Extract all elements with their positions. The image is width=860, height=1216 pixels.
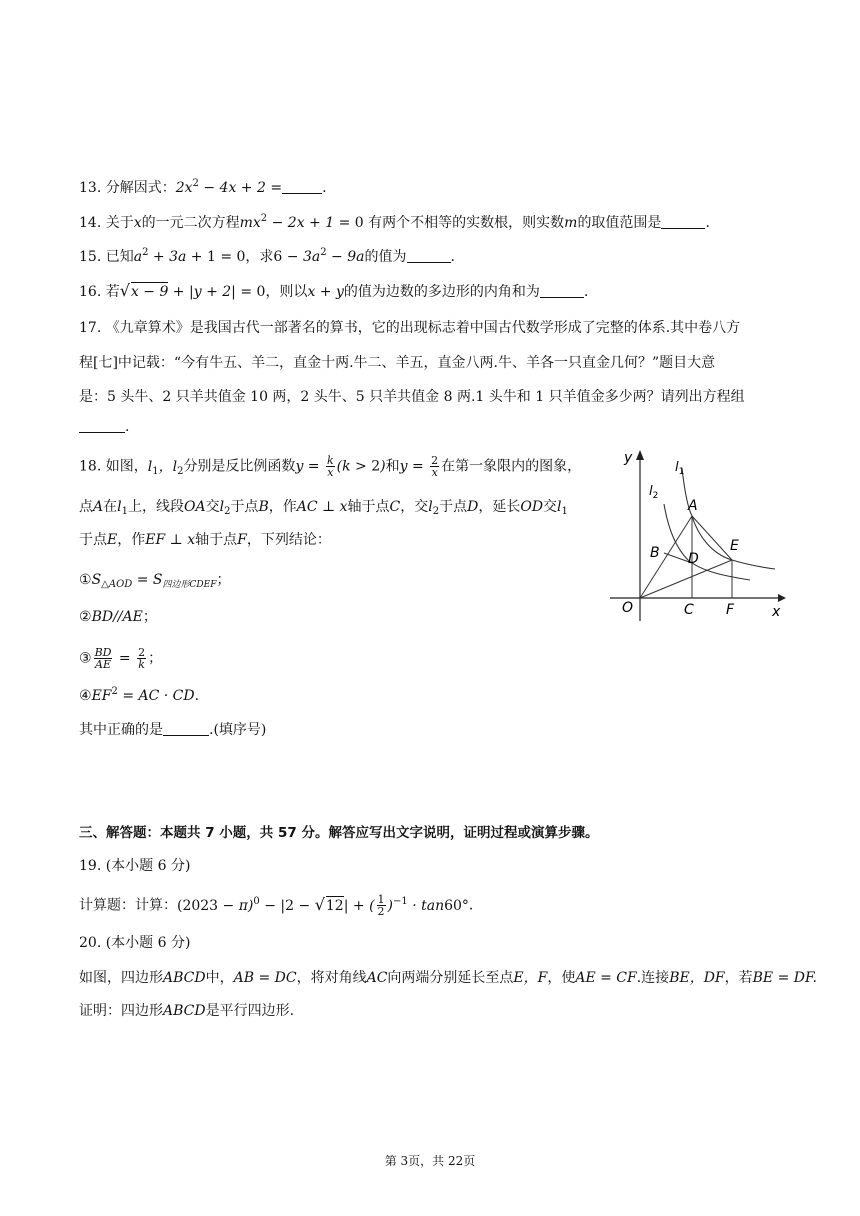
- x-axis-arrow: [778, 594, 786, 602]
- page-footer: 第 3页，共 22页: [384, 1154, 476, 1168]
- segment-OE: [640, 560, 732, 598]
- question-19-header: 19. (本小题 6 分): [79, 858, 191, 874]
- question-18-line-3: 于点E，作EF ⊥ x轴于点F，下列结论：: [79, 532, 331, 548]
- label-B: B: [650, 545, 660, 561]
- label-y: y: [624, 450, 633, 466]
- question-17-line-1: 17. 《九章算术》是我国古代一部著名的算书，它的出现标志着中国古代数学形成了完整的体系.其中卷八方: [79, 320, 741, 336]
- label-C: C: [684, 602, 694, 618]
- label-A: A: [688, 498, 698, 514]
- question-15: 15. 已知$a^2 + 3a + 1 = 0$，求$6 - 3a^2 - 9a$的值为 .: [79, 247, 455, 265]
- question-13: 13. 分解因式：$2x^2 - 4x + 2$ = .: [79, 178, 327, 196]
- conclusion-3: ③ $\frac{BD}{AE}$ = $\frac{2}{k}$ ；: [79, 646, 163, 671]
- question-17-line-4: .: [79, 417, 129, 437]
- question-20-line-2: 证明：四边形ABCD是平行四边形.: [79, 1003, 295, 1019]
- segment-OA: [640, 516, 692, 598]
- label-l2: $l_2$: [649, 484, 659, 501]
- inverse-proportion-figure: [600, 446, 790, 626]
- conclusion-4: $④EF^2$ = AC · CD.: [79, 686, 200, 704]
- question-20-line-1: 如图，四边形ABCD中，AB = DC，将对角线AC向两端分别延长至点E，F，使AE = CF.连接BE，DF，若BE = DF.: [79, 970, 817, 986]
- y-axis-arrow: [636, 450, 644, 460]
- question-17-line-2: 程[七]中记载：“今有牛五、羊二，直金十两.牛二、羊五，直金八两.牛、羊各一只直金几何？”题目大意: [79, 355, 716, 371]
- answer-blank: [79, 418, 125, 433]
- answer-blank: [540, 283, 584, 298]
- answer-blank: [163, 721, 209, 736]
- question-18-answer: 其中正确的是 .(填序号): [79, 722, 267, 738]
- equation: $mx^2 - 2x + 1 = 0$: [239, 213, 364, 231]
- label-O: O: [622, 600, 634, 616]
- section-3-heading: 三、解答题：本题共 7 小题，共 57 分。解答应写出文字说明，证明过程或演算步骤。: [79, 825, 599, 841]
- label-E: E: [730, 538, 739, 554]
- question-18-line-2: 点A在$l_1$上，线段OA交$l_2$于点B，作AC ⊥ x轴于点C，交$l_2$于点D，延长OD交$l_1$: [79, 499, 568, 517]
- question-14: 14. 关于x的一元二次方程$mx^2 - 2x + 1 = 0$ 有两个不相等的实数根，则实数m的取值范围是 .: [79, 213, 710, 231]
- label-l1: $l_1$: [675, 460, 685, 477]
- expression: $2x^2 - 4x + 2$ =: [175, 178, 283, 196]
- question-18-line-1: 18. 如图，$l_1$，$l_2$分别是反比例函数y = $\frac{k}{x}$ (k > 2)和y = $\frac{2}{x}$ 在第一象限内的图象，: [79, 454, 582, 479]
- question-19-body: 计算题：计算：$(2023 - \pi)^0 - |2 - √12|$ + ( $\frac{1}{2}$ )$^{-1}$ · tan60°.: [79, 893, 474, 918]
- conclusion-2: ②BD//AE；: [79, 609, 157, 625]
- answer-blank: [282, 179, 322, 194]
- answer-blank: [661, 214, 705, 229]
- label-F: F: [726, 602, 735, 618]
- conclusion-1: $①S_{\triangle AOD} = S_{四边形CDEF}$；: [79, 572, 231, 590]
- question-17-line-3: 是：5 头牛、2 只羊共值金 10 两，2 头牛、5 只羊共值金 8 两.1 头牛和 1 只羊值金多少两？请列出方程组: [79, 389, 745, 405]
- question-20-header: 20. (本小题 6 分): [79, 935, 191, 951]
- label-x: x: [772, 604, 781, 620]
- answer-blank: [407, 248, 451, 263]
- label-D: D: [688, 551, 699, 567]
- question-16: 16. 若√x − 9 + |y + 2| = 0，则以x + y的值为边数的多边形的内角和为 .: [79, 281, 589, 300]
